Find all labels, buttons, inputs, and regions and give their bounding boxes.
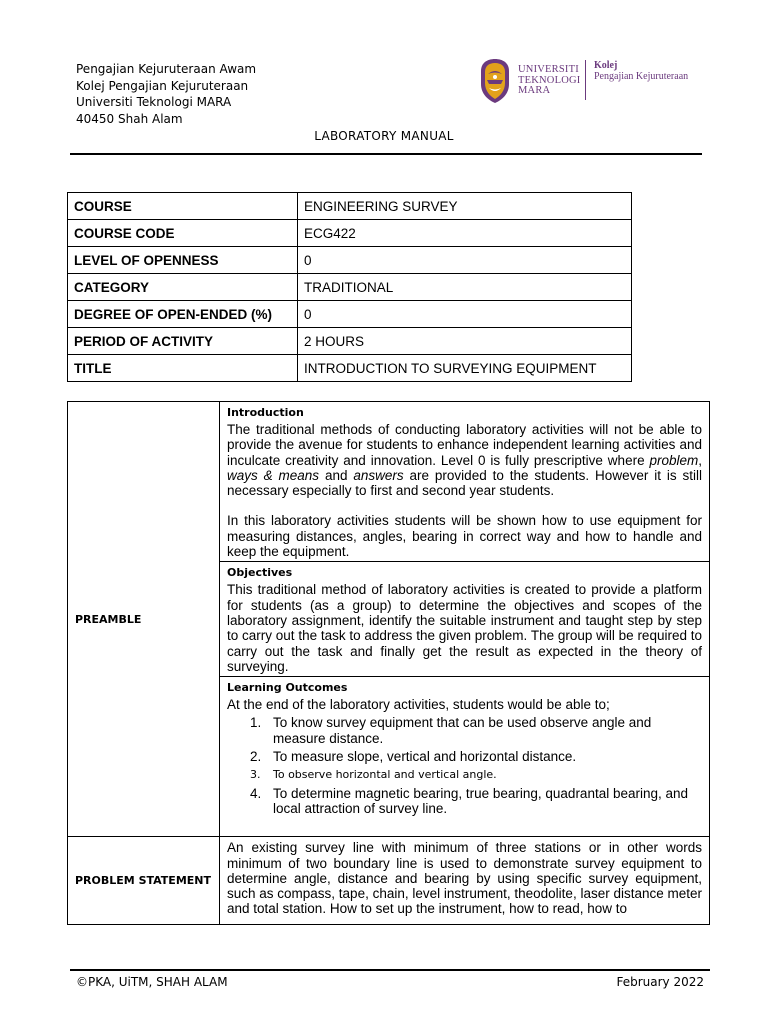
objectives-paragraph: This traditional method of laboratory activities is created to provide a platform for students (as a group) to determine the objectives and scopes of the laboratory assignment, identify the suitable instrument and taught step by step to carry out the task to address the given problem. The group will be required to carry out the task and finally get the result as expected in the theory of surveying. <box>227 582 702 674</box>
problem-statement-section <box>220 837 710 925</box>
address-line: Universiti Teknologi MARA <box>76 95 232 109</box>
address-line: Kolej Pengajian Kejuruteraan <box>76 78 249 93</box>
table-row <box>68 402 710 562</box>
address-line: Pengajian Kejuruteraan Awam <box>76 62 257 76</box>
info-key: PERIOD OF ACTIVITY <box>68 328 298 355</box>
info-key: CATEGORY <box>68 274 298 301</box>
university-name: UNIVERSITI TEKNOLOGI MARA <box>518 64 581 96</box>
preamble-table <box>67 401 710 925</box>
uitm-logo <box>478 56 708 106</box>
footer-date: February 2022 <box>616 975 704 989</box>
info-key: COURSE <box>68 193 298 220</box>
introduction-paragraph-2: In this laboratory activities students will be shown how to use equipment for measuring distances, angles, bearing in correct way and how to handle and keep the equipment. <box>227 513 702 560</box>
learning-outcomes-list <box>227 715 702 816</box>
problem-statement-paragraph: An existing survey line with minimum of three stations or in other words minimum of two boundary line is used to demonstrate survey equipment to determine angle, distance and bearing by using specific survey equipment, such as compass, tape, chain, level instrument, theodolite, laser distance meter and total station. How to set up the instrument, how to read, how to <box>227 840 702 917</box>
info-key: DEGREE OF OPEN-ENDED (%) <box>68 301 298 328</box>
info-value: 2 HOURS <box>298 328 632 355</box>
info-value: TRADITIONAL <box>298 274 632 301</box>
header-rule <box>70 153 702 155</box>
table-row <box>68 837 710 925</box>
table-row <box>68 328 632 355</box>
info-value: ENGINEERING SURVEY <box>298 193 632 220</box>
list-item: 3. To observe horizontal and vertical angle. <box>250 768 497 782</box>
table-row <box>68 301 632 328</box>
objectives-heading: Objectives <box>227 566 293 580</box>
info-key: COURSE CODE <box>68 220 298 247</box>
logo-divider <box>585 60 586 100</box>
learning-outcomes-section <box>220 677 710 837</box>
footer-copyright: ©PKA, UiTM, SHAH ALAM <box>76 975 228 989</box>
introduction-paragraph: The traditional methods of conducting laboratory activities will not be able to provide the avenue for students to enhance independent learning activities and inculcate creativity and innovation. Level 0 is fully prescriptive where problem, ways & means and answers are provided to the students. However it is still necessary especially to first and second year students. <box>227 422 702 499</box>
list-item: 1. To know survey equipment that can be used observe angle and measure distance. <box>250 715 652 746</box>
learning-outcomes-heading: Learning Outcomes <box>227 681 348 695</box>
table-row <box>68 274 632 301</box>
college-name: Kolej Pengajian Kejuruteraan <box>594 60 689 82</box>
uitm-crest-icon <box>478 58 512 104</box>
introduction-section <box>220 402 710 562</box>
footer-rule <box>70 969 710 971</box>
table-row <box>68 193 632 220</box>
table-row <box>68 220 632 247</box>
course-info-table <box>67 192 632 382</box>
list-item: 4. To determine magnetic bearing, true bearing, quadrantal bearing, and local attraction of survey line. <box>250 785 689 816</box>
info-value: INTRODUCTION TO SURVEYING EQUIPMENT <box>298 355 632 382</box>
info-value: ECG422 <box>298 220 632 247</box>
objectives-section <box>220 562 710 677</box>
table-row <box>68 247 632 274</box>
info-key: LEVEL OF OPENNESS <box>68 247 298 274</box>
learning-outcomes-intro: At the end of the laboratory activities, students would be able to; <box>227 697 610 713</box>
address-line: 40450 Shah Alam <box>76 111 183 126</box>
document-title: LABORATORY MANUAL <box>314 129 454 143</box>
info-value: 0 <box>298 247 632 274</box>
preamble-label: PREAMBLE <box>68 402 220 837</box>
problem-statement-label: PROBLEM STATEMENT <box>68 837 220 925</box>
faculty-address <box>76 61 256 127</box>
info-value: 0 <box>298 301 632 328</box>
introduction-heading: Introduction <box>227 406 304 419</box>
table-row <box>68 355 632 382</box>
list-item: 2. To measure slope, vertical and horizontal distance. <box>250 749 577 765</box>
info-key: TITLE <box>68 355 298 382</box>
